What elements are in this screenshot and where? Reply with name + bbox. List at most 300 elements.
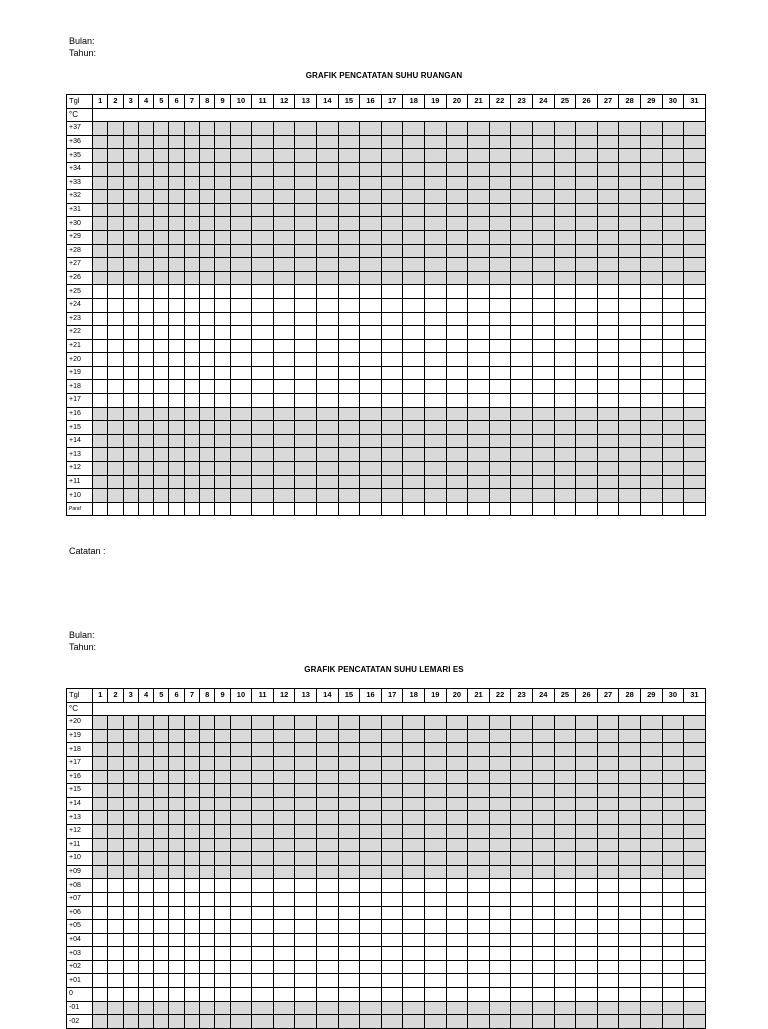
grid-cell[interactable] <box>554 217 576 231</box>
grid-cell[interactable] <box>230 988 252 1002</box>
grid-cell[interactable] <box>123 285 138 299</box>
grid-cell[interactable] <box>425 489 447 503</box>
grid-cell[interactable] <box>154 797 169 811</box>
grid-cell[interactable] <box>123 298 138 312</box>
grid-cell[interactable] <box>184 149 199 163</box>
grid-cell[interactable] <box>489 729 511 743</box>
grid-cell[interactable] <box>154 920 169 934</box>
grid-cell[interactable] <box>489 960 511 974</box>
paraf-cell[interactable] <box>489 502 511 516</box>
grid-cell[interactable] <box>230 933 252 947</box>
grid-cell[interactable] <box>138 933 153 947</box>
grid-cell[interactable] <box>154 811 169 825</box>
grid-cell[interactable] <box>154 271 169 285</box>
grid-cell[interactable] <box>295 394 317 408</box>
grid-cell[interactable] <box>446 988 468 1002</box>
grid-cell[interactable] <box>295 743 317 757</box>
grid-cell[interactable] <box>123 434 138 448</box>
grid-cell[interactable] <box>93 339 108 353</box>
grid-cell[interactable] <box>184 933 199 947</box>
grid-cell[interactable] <box>317 353 339 367</box>
grid-cell[interactable] <box>338 770 360 784</box>
grid-cell[interactable] <box>489 176 511 190</box>
grid-cell[interactable] <box>273 797 295 811</box>
grid-cell[interactable] <box>295 122 317 136</box>
grid-cell[interactable] <box>511 135 533 149</box>
grid-cell[interactable] <box>576 339 598 353</box>
grid-cell[interactable] <box>576 149 598 163</box>
grid-cell[interactable] <box>597 190 619 204</box>
grid-cell[interactable] <box>360 797 382 811</box>
grid-cell[interactable] <box>425 920 447 934</box>
grid-cell[interactable] <box>619 434 641 448</box>
grid-cell[interactable] <box>425 434 447 448</box>
grid-cell[interactable] <box>169 122 184 136</box>
grid-cell[interactable] <box>338 784 360 798</box>
grid-cell[interactable] <box>138 326 153 340</box>
grid-cell[interactable] <box>123 217 138 231</box>
grid-cell[interactable] <box>597 394 619 408</box>
grid-cell[interactable] <box>684 448 706 462</box>
grid-cell[interactable] <box>184 1015 199 1029</box>
grid-cell[interactable] <box>184 298 199 312</box>
grid-cell[interactable] <box>338 312 360 326</box>
grid-cell[interactable] <box>123 394 138 408</box>
grid-cell[interactable] <box>576 756 598 770</box>
grid-cell[interactable] <box>184 811 199 825</box>
grid-cell[interactable] <box>138 852 153 866</box>
grid-cell[interactable] <box>403 947 425 961</box>
grid-cell[interactable] <box>554 974 576 988</box>
grid-cell[interactable] <box>381 947 403 961</box>
grid-cell[interactable] <box>576 326 598 340</box>
grid-cell[interactable] <box>597 797 619 811</box>
grid-cell[interactable] <box>230 407 252 421</box>
grid-cell[interactable] <box>230 217 252 231</box>
grid-cell[interactable] <box>317 366 339 380</box>
grid-cell[interactable] <box>662 176 684 190</box>
grid-cell[interactable] <box>295 1015 317 1029</box>
grid-cell[interactable] <box>360 475 382 489</box>
paraf-cell[interactable] <box>684 502 706 516</box>
grid-cell[interactable] <box>662 797 684 811</box>
grid-cell[interactable] <box>338 475 360 489</box>
grid-cell[interactable] <box>200 312 215 326</box>
grid-cell[interactable] <box>446 920 468 934</box>
grid-cell[interactable] <box>360 1001 382 1015</box>
grid-cell[interactable] <box>123 1015 138 1029</box>
grid-cell[interactable] <box>532 920 554 934</box>
grid-cell[interactable] <box>640 162 662 176</box>
grid-cell[interactable] <box>597 176 619 190</box>
grid-cell[interactable] <box>215 475 230 489</box>
grid-cell[interactable] <box>295 366 317 380</box>
grid-cell[interactable] <box>169 448 184 462</box>
grid-cell[interactable] <box>468 716 490 730</box>
grid-cell[interactable] <box>169 353 184 367</box>
grid-cell[interactable] <box>554 271 576 285</box>
grid-cell[interactable] <box>93 162 108 176</box>
grid-cell[interactable] <box>403 434 425 448</box>
grid-cell[interactable] <box>360 285 382 299</box>
grid-cell[interactable] <box>200 230 215 244</box>
grid-cell[interactable] <box>338 462 360 476</box>
grid-cell[interactable] <box>597 339 619 353</box>
grid-cell[interactable] <box>597 824 619 838</box>
grid-cell[interactable] <box>489 811 511 825</box>
grid-cell[interactable] <box>169 244 184 258</box>
grid-cell[interactable] <box>108 879 123 893</box>
grid-cell[interactable] <box>123 230 138 244</box>
grid-cell[interactable] <box>317 960 339 974</box>
grid-cell[interactable] <box>381 838 403 852</box>
grid-cell[interactable] <box>662 892 684 906</box>
grid-cell[interactable] <box>108 135 123 149</box>
grid-cell[interactable] <box>532 960 554 974</box>
grid-cell[interactable] <box>662 434 684 448</box>
grid-cell[interactable] <box>403 176 425 190</box>
grid-cell[interactable] <box>381 462 403 476</box>
grid-cell[interactable] <box>554 298 576 312</box>
grid-cell[interactable] <box>619 230 641 244</box>
grid-cell[interactable] <box>138 122 153 136</box>
grid-cell[interactable] <box>403 203 425 217</box>
grid-cell[interactable] <box>489 135 511 149</box>
grid-cell[interactable] <box>138 380 153 394</box>
grid-cell[interactable] <box>403 920 425 934</box>
grid-cell[interactable] <box>360 326 382 340</box>
grid-cell[interactable] <box>511 1001 533 1015</box>
grid-cell[interactable] <box>108 852 123 866</box>
grid-cell[interactable] <box>446 960 468 974</box>
grid-cell[interactable] <box>138 230 153 244</box>
grid-cell[interactable] <box>360 217 382 231</box>
grid-cell[interactable] <box>252 811 274 825</box>
grid-cell[interactable] <box>295 149 317 163</box>
grid-cell[interactable] <box>381 960 403 974</box>
grid-cell[interactable] <box>381 353 403 367</box>
grid-cell[interactable] <box>576 892 598 906</box>
grid-cell[interactable] <box>184 271 199 285</box>
grid-cell[interactable] <box>468 865 490 879</box>
grid-cell[interactable] <box>338 217 360 231</box>
grid-cell[interactable] <box>93 784 108 798</box>
grid-cell[interactable] <box>93 353 108 367</box>
grid-cell[interactable] <box>662 122 684 136</box>
grid-cell[interactable] <box>108 326 123 340</box>
grid-cell[interactable] <box>295 271 317 285</box>
grid-cell[interactable] <box>597 366 619 380</box>
grid-cell[interactable] <box>511 462 533 476</box>
grid-cell[interactable] <box>640 852 662 866</box>
grid-cell[interactable] <box>169 312 184 326</box>
grid-cell[interactable] <box>200 448 215 462</box>
grid-cell[interactable] <box>468 339 490 353</box>
grid-cell[interactable] <box>597 716 619 730</box>
grid-cell[interactable] <box>446 271 468 285</box>
grid-cell[interactable] <box>381 326 403 340</box>
grid-cell[interactable] <box>446 312 468 326</box>
grid-cell[interactable] <box>360 906 382 920</box>
paraf-cell[interactable] <box>123 502 138 516</box>
grid-cell[interactable] <box>138 960 153 974</box>
grid-cell[interactable] <box>446 838 468 852</box>
grid-cell[interactable] <box>184 743 199 757</box>
grid-cell[interactable] <box>317 203 339 217</box>
grid-cell[interactable] <box>123 920 138 934</box>
grid-cell[interactable] <box>619 1015 641 1029</box>
grid-cell[interactable] <box>273 988 295 1002</box>
grid-cell[interactable] <box>169 947 184 961</box>
grid-cell[interactable] <box>360 271 382 285</box>
paraf-cell[interactable] <box>169 502 184 516</box>
grid-cell[interactable] <box>123 865 138 879</box>
grid-cell[interactable] <box>597 407 619 421</box>
grid-cell[interactable] <box>662 489 684 503</box>
grid-cell[interactable] <box>200 366 215 380</box>
grid-cell[interactable] <box>532 394 554 408</box>
grid-cell[interactable] <box>317 784 339 798</box>
grid-cell[interactable] <box>468 879 490 893</box>
grid-cell[interactable] <box>468 122 490 136</box>
grid-cell[interactable] <box>446 729 468 743</box>
grid-cell[interactable] <box>215 298 230 312</box>
grid-cell[interactable] <box>532 448 554 462</box>
grid-cell[interactable] <box>317 743 339 757</box>
grid-cell[interactable] <box>403 244 425 258</box>
grid-cell[interactable] <box>138 203 153 217</box>
grid-cell[interactable] <box>230 285 252 299</box>
grid-cell[interactable] <box>554 135 576 149</box>
grid-cell[interactable] <box>317 1001 339 1015</box>
grid-cell[interactable] <box>511 475 533 489</box>
grid-cell[interactable] <box>273 434 295 448</box>
grid-cell[interactable] <box>108 394 123 408</box>
grid-cell[interactable] <box>554 462 576 476</box>
grid-cell[interactable] <box>554 203 576 217</box>
grid-cell[interactable] <box>338 353 360 367</box>
grid-cell[interactable] <box>511 974 533 988</box>
grid-cell[interactable] <box>446 190 468 204</box>
grid-cell[interactable] <box>619 716 641 730</box>
grid-cell[interactable] <box>252 380 274 394</box>
grid-cell[interactable] <box>403 974 425 988</box>
grid-cell[interactable] <box>169 217 184 231</box>
grid-cell[interactable] <box>230 149 252 163</box>
grid-cell[interactable] <box>425 852 447 866</box>
grid-cell[interactable] <box>489 421 511 435</box>
grid-cell[interactable] <box>93 230 108 244</box>
paraf-cell[interactable] <box>138 502 153 516</box>
grid-cell[interactable] <box>138 394 153 408</box>
grid-cell[interactable] <box>468 729 490 743</box>
grid-cell[interactable] <box>184 380 199 394</box>
grid-cell[interactable] <box>576 716 598 730</box>
grid-cell[interactable] <box>138 489 153 503</box>
grid-cell[interactable] <box>511 865 533 879</box>
grid-cell[interactable] <box>554 312 576 326</box>
grid-cell[interactable] <box>684 434 706 448</box>
grid-cell[interactable] <box>446 203 468 217</box>
grid-cell[interactable] <box>252 784 274 798</box>
grid-cell[interactable] <box>273 135 295 149</box>
grid-cell[interactable] <box>446 285 468 299</box>
grid-cell[interactable] <box>295 811 317 825</box>
grid-cell[interactable] <box>381 879 403 893</box>
grid-cell[interactable] <box>425 743 447 757</box>
grid-cell[interactable] <box>511 947 533 961</box>
grid-cell[interactable] <box>215 797 230 811</box>
grid-cell[interactable] <box>93 271 108 285</box>
grid-cell[interactable] <box>200 1001 215 1015</box>
grid-cell[interactable] <box>252 947 274 961</box>
grid-cell[interactable] <box>619 149 641 163</box>
grid-cell[interactable] <box>468 743 490 757</box>
grid-cell[interactable] <box>273 244 295 258</box>
grid-cell[interactable] <box>425 1015 447 1029</box>
grid-cell[interactable] <box>468 244 490 258</box>
grid-cell[interactable] <box>215 190 230 204</box>
grid-cell[interactable] <box>295 974 317 988</box>
grid-cell[interactable] <box>108 149 123 163</box>
grid-cell[interactable] <box>200 271 215 285</box>
grid-cell[interactable] <box>684 298 706 312</box>
grid-cell[interactable] <box>511 489 533 503</box>
grid-cell[interactable] <box>446 135 468 149</box>
grid-cell[interactable] <box>138 407 153 421</box>
grid-cell[interactable] <box>123 947 138 961</box>
grid-cell[interactable] <box>360 974 382 988</box>
grid-cell[interactable] <box>532 1001 554 1015</box>
grid-cell[interactable] <box>215 960 230 974</box>
grid-cell[interactable] <box>489 285 511 299</box>
grid-cell[interactable] <box>123 122 138 136</box>
grid-cell[interactable] <box>554 230 576 244</box>
grid-cell[interactable] <box>200 149 215 163</box>
grid-cell[interactable] <box>252 258 274 272</box>
grid-cell[interactable] <box>619 974 641 988</box>
grid-cell[interactable] <box>93 326 108 340</box>
grid-cell[interactable] <box>403 784 425 798</box>
grid-cell[interactable] <box>554 448 576 462</box>
grid-cell[interactable] <box>640 434 662 448</box>
grid-cell[interactable] <box>403 489 425 503</box>
grid-cell[interactable] <box>138 838 153 852</box>
paraf-cell[interactable] <box>295 502 317 516</box>
grid-cell[interactable] <box>317 176 339 190</box>
grid-cell[interactable] <box>230 892 252 906</box>
grid-cell[interactable] <box>317 421 339 435</box>
grid-cell[interactable] <box>684 824 706 838</box>
grid-cell[interactable] <box>317 475 339 489</box>
grid-cell[interactable] <box>252 770 274 784</box>
grid-cell[interactable] <box>468 906 490 920</box>
grid-cell[interactable] <box>403 770 425 784</box>
grid-cell[interactable] <box>489 1001 511 1015</box>
grid-cell[interactable] <box>184 176 199 190</box>
grid-cell[interactable] <box>93 1015 108 1029</box>
grid-cell[interactable] <box>93 770 108 784</box>
grid-cell[interactable] <box>338 1015 360 1029</box>
grid-cell[interactable] <box>381 797 403 811</box>
grid-cell[interactable] <box>381 1015 403 1029</box>
grid-cell[interactable] <box>532 475 554 489</box>
grid-cell[interactable] <box>295 489 317 503</box>
grid-cell[interactable] <box>640 190 662 204</box>
grid-cell[interactable] <box>403 1001 425 1015</box>
grid-cell[interactable] <box>619 258 641 272</box>
grid-cell[interactable] <box>684 135 706 149</box>
grid-cell[interactable] <box>662 162 684 176</box>
grid-cell[interactable] <box>381 811 403 825</box>
grid-cell[interactable] <box>403 892 425 906</box>
grid-cell[interactable] <box>317 824 339 838</box>
grid-cell[interactable] <box>640 947 662 961</box>
grid-cell[interactable] <box>317 217 339 231</box>
grid-cell[interactable] <box>338 339 360 353</box>
grid-cell[interactable] <box>295 933 317 947</box>
grid-cell[interactable] <box>446 824 468 838</box>
grid-cell[interactable] <box>138 135 153 149</box>
grid-cell[interactable] <box>511 190 533 204</box>
grid-cell[interactable] <box>554 475 576 489</box>
grid-cell[interactable] <box>554 326 576 340</box>
grid-cell[interactable] <box>169 434 184 448</box>
grid-cell[interactable] <box>108 1001 123 1015</box>
grid-cell[interactable] <box>215 122 230 136</box>
grid-cell[interactable] <box>108 217 123 231</box>
grid-cell[interactable] <box>662 326 684 340</box>
grid-cell[interactable] <box>138 462 153 476</box>
grid-cell[interactable] <box>446 244 468 258</box>
grid-cell[interactable] <box>381 743 403 757</box>
grid-cell[interactable] <box>200 489 215 503</box>
grid-cell[interactable] <box>425 770 447 784</box>
grid-cell[interactable] <box>597 271 619 285</box>
grid-cell[interactable] <box>138 1001 153 1015</box>
grid-cell[interactable] <box>619 879 641 893</box>
grid-cell[interactable] <box>169 230 184 244</box>
grid-cell[interactable] <box>403 743 425 757</box>
grid-cell[interactable] <box>215 380 230 394</box>
grid-cell[interactable] <box>154 489 169 503</box>
grid-cell[interactable] <box>184 421 199 435</box>
grid-cell[interactable] <box>360 947 382 961</box>
grid-cell[interactable] <box>295 770 317 784</box>
grid-cell[interactable] <box>489 149 511 163</box>
grid-cell[interactable] <box>317 407 339 421</box>
grid-cell[interactable] <box>576 190 598 204</box>
grid-cell[interactable] <box>532 162 554 176</box>
grid-cell[interactable] <box>425 203 447 217</box>
grid-cell[interactable] <box>597 784 619 798</box>
grid-cell[interactable] <box>184 852 199 866</box>
grid-cell[interactable] <box>154 258 169 272</box>
grid-cell[interactable] <box>446 974 468 988</box>
grid-cell[interactable] <box>489 1015 511 1029</box>
grid-cell[interactable] <box>468 811 490 825</box>
grid-cell[interactable] <box>184 947 199 961</box>
grid-cell[interactable] <box>338 879 360 893</box>
grid-cell[interactable] <box>554 1015 576 1029</box>
grid-cell[interactable] <box>489 770 511 784</box>
grid-cell[interactable] <box>169 489 184 503</box>
grid-cell[interactable] <box>252 838 274 852</box>
grid-cell[interactable] <box>684 974 706 988</box>
grid-cell[interactable] <box>273 258 295 272</box>
grid-cell[interactable] <box>200 960 215 974</box>
grid-cell[interactable] <box>532 339 554 353</box>
